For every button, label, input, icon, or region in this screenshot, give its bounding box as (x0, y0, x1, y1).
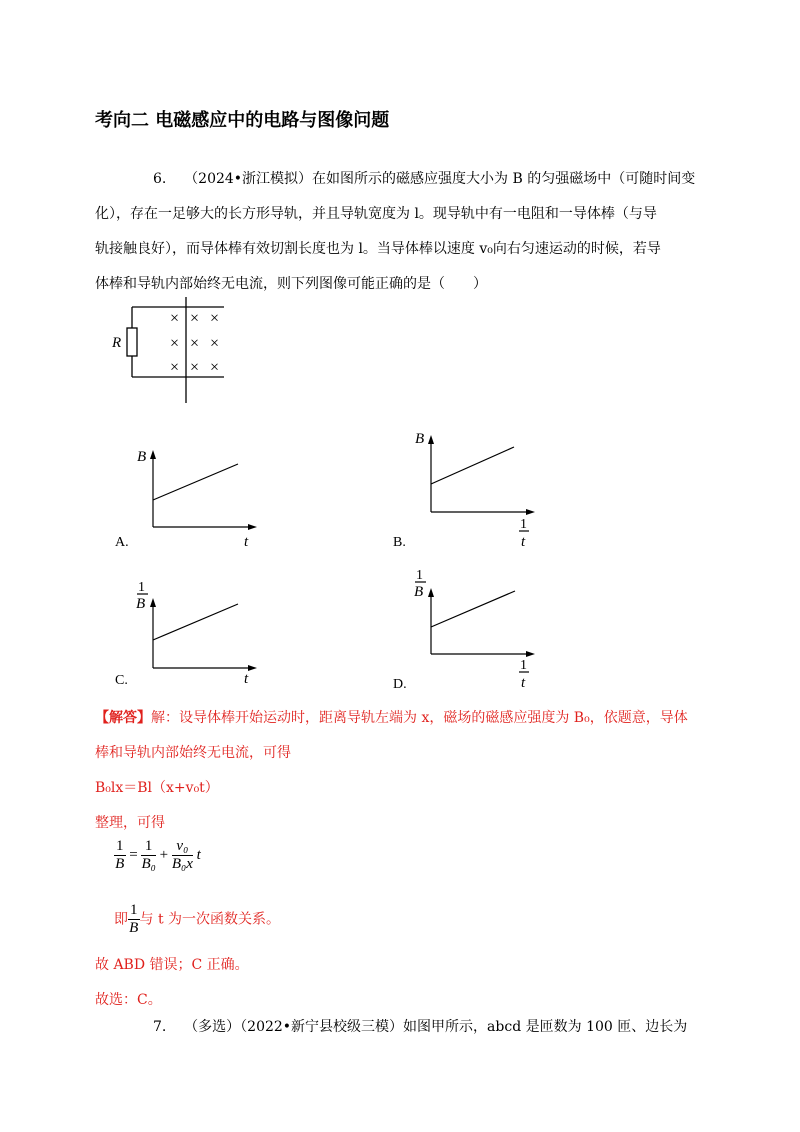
option-label: C. (115, 673, 128, 688)
y-axis-label: B (415, 431, 425, 447)
question-number: 7. (153, 1019, 167, 1035)
magnetic-field-crosses (170, 310, 219, 376)
answer-line-6: 故选：C。 (95, 992, 162, 1008)
question-number: 6. (153, 171, 167, 187)
resistor (127, 328, 137, 356)
option-label: A. (115, 535, 129, 550)
question-line-2: 化），存在一足够大的长方形导轨，并且导轨宽度为 l。现导轨中有一电阻和一导体棒（与导 (95, 206, 657, 222)
svg-text:×: × (210, 310, 220, 327)
question-7-text (95, 1010, 710, 1045)
svg-text:×: × (190, 335, 200, 352)
x-axis-numerator: 1 (520, 658, 527, 673)
x-axis-label: t (244, 534, 249, 550)
y-axis-label: B (137, 449, 147, 465)
question-6-text (95, 162, 710, 302)
answer-line-4: 即 $\frac{1}{B}$ 与 t 为一次函数关系。 (114, 902, 281, 936)
line-series (431, 591, 515, 627)
answer-tag: 【解答】 (95, 710, 151, 726)
answer-equation-2: $\frac{1}{B}$ = $\frac{1}{\text{B₀}}$ + $\frac{\text{v₀}}{\text{B₀x}}$ t (115, 838, 201, 872)
line-series (153, 464, 238, 500)
svg-text:×: × (190, 359, 200, 376)
svg-text:×: × (170, 310, 180, 327)
resistor-label: R (112, 335, 122, 351)
circuit-diagram (100, 295, 230, 405)
x-axis-numerator: 1 (520, 517, 527, 532)
answer-line-5: 故 ABD 错误；C 正确。 (95, 957, 249, 973)
question-7-line-1: （多选）（2022•新宁县校级三模）如图甲所示，abcd 是匝数为 100 匝、边长为 (184, 1019, 688, 1035)
svg-text:×: × (210, 335, 220, 352)
question-line-3: 轨接触良好），而导体棒有效切割长度也为 l。当导体棒以速度 v₀向右匀速运动的时候，若导 (95, 241, 661, 257)
option-label: B. (393, 535, 406, 550)
y-axis-numerator: 1 (138, 580, 145, 595)
answer-line-2: 棒和导轨内部始终无电流，可得 (95, 745, 291, 761)
y-axis-numerator: 1 (416, 568, 423, 583)
option-c-graph (110, 577, 270, 689)
x-axis-denominator: t (521, 675, 526, 691)
svg-text:×: × (170, 359, 180, 376)
option-d-graph (388, 565, 548, 693)
y-axis-denominator: B (136, 596, 146, 612)
option-b-graph (388, 422, 548, 550)
option-a-graph (110, 445, 270, 550)
question-line-1: （2024•浙江模拟）在如图所示的磁感应强度大小为 B 的匀强磁场中（可随时间变 (184, 171, 696, 187)
x-axis-label: t (244, 671, 249, 687)
line-series (153, 604, 238, 640)
section-heading: 考向二 电磁感应中的电路与图像问题 (95, 110, 390, 131)
question-line-4: 体棒和导轨内部始终无电流，则下列图像可能正确的是（ ） (95, 276, 487, 292)
answer-line-1: 解：设导体棒开始运动时，距离导轨左端为 x，磁场的磁感应强度为 B₀，依题意，导体 (151, 710, 688, 726)
option-label: D. (393, 677, 407, 692)
answer-equation-1: B₀lx＝Bl（x+v₀t） (95, 780, 219, 796)
answer-conclusion (95, 948, 710, 1018)
x-axis-denominator: t (521, 534, 526, 550)
y-axis-denominator: B (414, 584, 424, 600)
svg-text:×: × (210, 359, 220, 376)
svg-text:×: × (190, 310, 200, 327)
line-series (431, 447, 514, 484)
svg-text:×: × (170, 335, 180, 352)
answer-line-3: 整理，可得 (95, 815, 165, 831)
answer-block (95, 701, 710, 841)
